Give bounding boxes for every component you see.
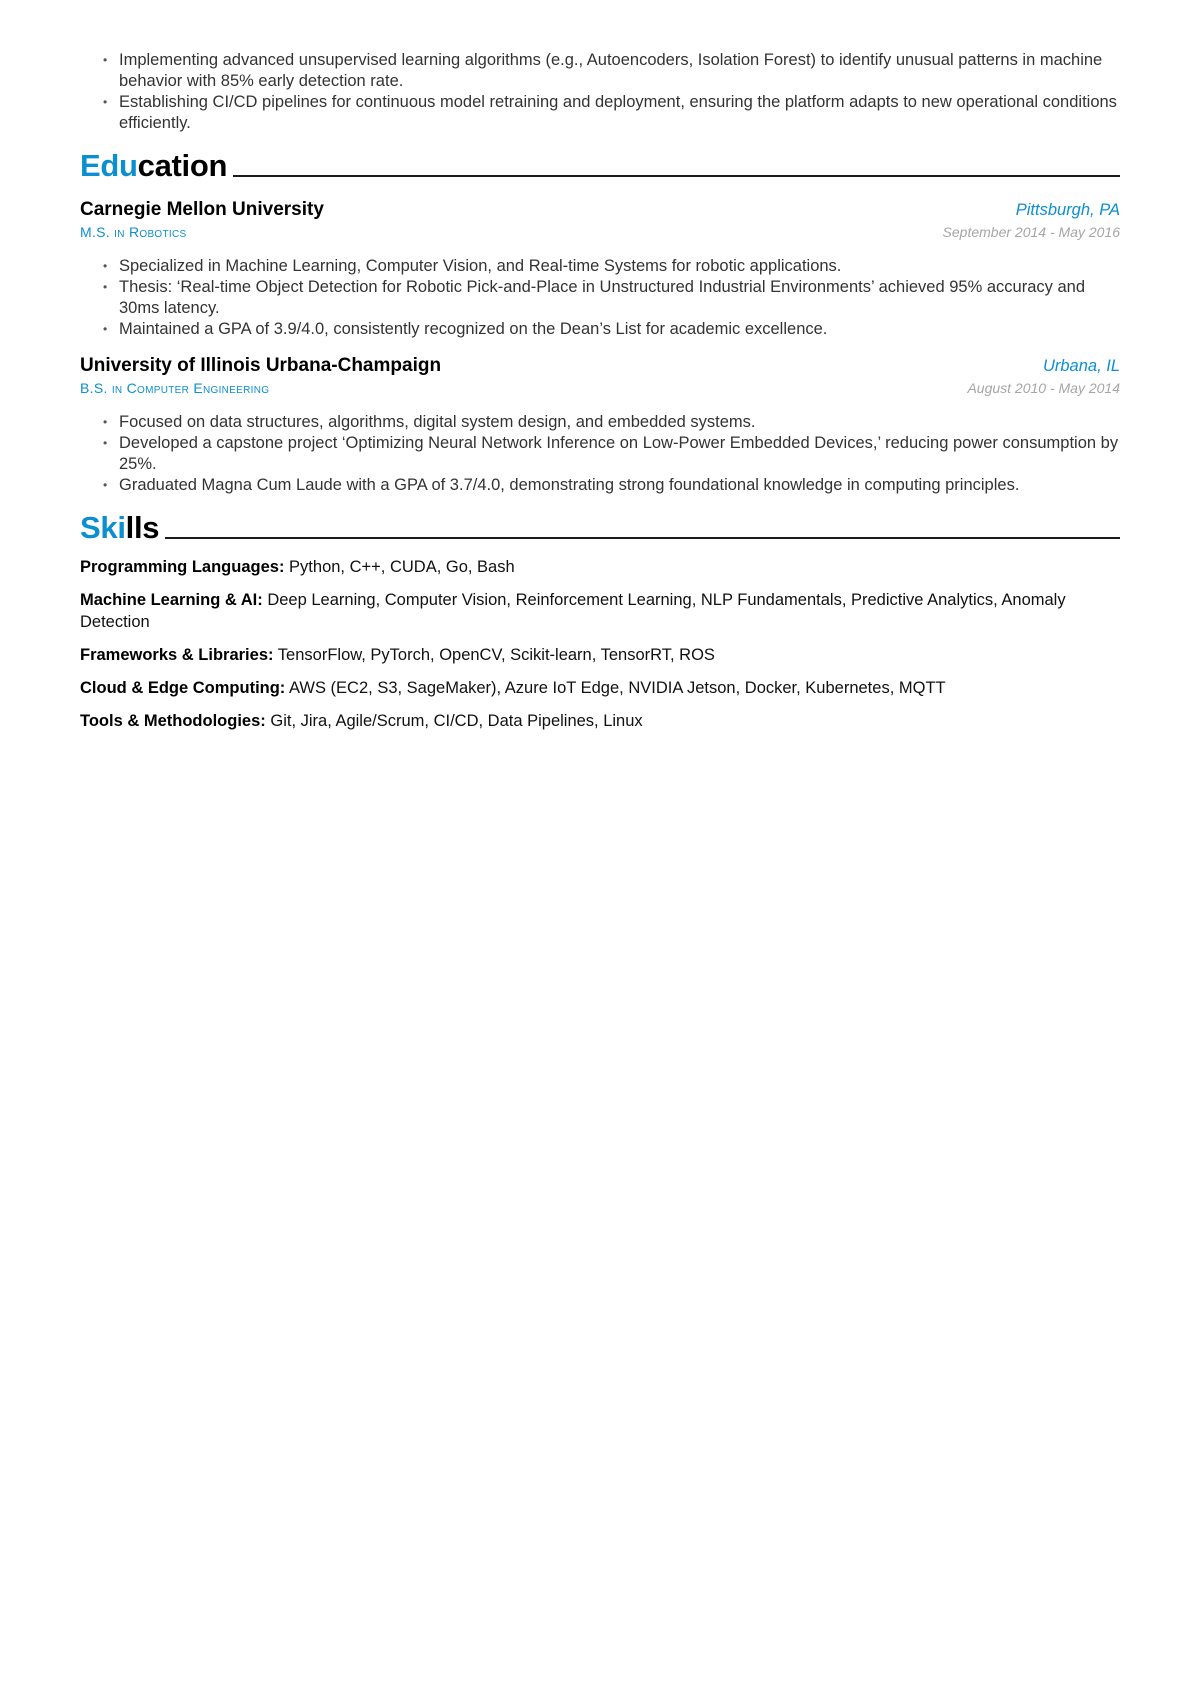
- institution-location: Urbana, IL: [1042, 357, 1120, 375]
- skill-value: Deep Learning, Computer Vision, Reinforcement Learning, NLP Fundamentals, Predictive Analytics, Anomaly Detection: [80, 591, 1066, 631]
- skills-section-header: [80, 506, 1120, 546]
- experience-bullet-list: [80, 50, 1120, 134]
- education-bullet-list: [80, 412, 1120, 496]
- skill-value: Python, C++, CUDA, Go, Bash: [289, 558, 515, 576]
- skills-title-accent: Ski: [80, 510, 126, 545]
- institution-name: University of Illinois Urbana-Champaign: [80, 355, 442, 376]
- skill-label: Cloud & Edge Computing:: [80, 679, 286, 697]
- education-section-title: [80, 148, 227, 184]
- institution-name: Carnegie Mellon University: [80, 199, 324, 220]
- skill-row: [80, 677, 1120, 699]
- education-bullet-list: [80, 256, 1120, 340]
- experience-bullet: • Implementing advanced unsupervised learning algorithms (e.g., Autoencoders, Isolation Forest) to identify unusual patterns in machine behavior with 85% early detection rate.: [119, 50, 1120, 92]
- education-bullet: • Graduated Magna Cum Laude with a GPA of 3.7/4.0, demonstrating strong foundational knowledge in computing principles.: [119, 475, 1120, 496]
- education-entry: [80, 198, 1120, 340]
- institution-location: Pittsburgh, PA: [1015, 201, 1120, 219]
- education-bullet: • Developed a capstone project ‘Optimizing Neural Network Inference on Low-Power Embedded Devices,’ reducing power consumption by 25%.: [119, 433, 1120, 475]
- skills-list: [80, 556, 1120, 732]
- skill-row: [80, 556, 1120, 578]
- skill-value: TensorFlow, PyTorch, OpenCV, Scikit-learn, TensorRT, ROS: [277, 646, 715, 664]
- section-divider: [233, 175, 1120, 177]
- education-title-accent: Edu: [80, 148, 138, 183]
- skill-row: [80, 589, 1120, 633]
- skill-row: [80, 644, 1120, 666]
- skill-label: Programming Languages:: [80, 558, 285, 576]
- skills-title-rest: lls: [125, 510, 160, 545]
- skills-section-title: [80, 510, 159, 546]
- skill-value: Git, Jira, Agile/Scrum, CI/CD, Data Pipelines, Linux: [270, 712, 643, 730]
- skill-label: Machine Learning & AI:: [80, 591, 263, 609]
- education-bullet: • Specialized in Machine Learning, Computer Vision, and Real-time Systems for robotic applications.: [119, 256, 1120, 277]
- education-section-header: [80, 144, 1120, 184]
- skill-label: Tools & Methodologies:: [80, 712, 266, 730]
- education-bullet: • Maintained a GPA of 3.9/4.0, consistently recognized on the Dean’s List for academic excellence.: [119, 319, 1120, 340]
- education-title-rest: cation: [137, 148, 228, 183]
- degree: B.S. in Computer Engineering: [80, 380, 270, 396]
- section-divider: [165, 537, 1120, 539]
- education-bullet: • Thesis: ‘Real-time Object Detection for Robotic Pick-and-Place in Unstructured Industrial Environments’ achieved 95% accuracy and 30ms latency.: [119, 277, 1120, 319]
- date-range: August 2010 - May 2014: [967, 380, 1120, 396]
- skill-label: Frameworks & Libraries:: [80, 646, 274, 664]
- degree: M.S. in Robotics: [80, 224, 187, 240]
- skill-value: AWS (EC2, S3, SageMaker), Azure IoT Edge, NVIDIA Jetson, Docker, Kubernetes, MQTT: [289, 679, 946, 697]
- education-bullet: • Focused on data structures, algorithms, digital system design, and embedded systems.: [119, 412, 1120, 433]
- resume-page: [80, 50, 1120, 743]
- date-range: September 2014 - May 2016: [942, 224, 1120, 240]
- experience-bullet: • Establishing CI/CD pipelines for continuous model retraining and deployment, ensuring the platform adapts to new operational conditions efficiently.: [119, 92, 1120, 134]
- skill-row: [80, 710, 1120, 732]
- education-entry: [80, 354, 1120, 496]
